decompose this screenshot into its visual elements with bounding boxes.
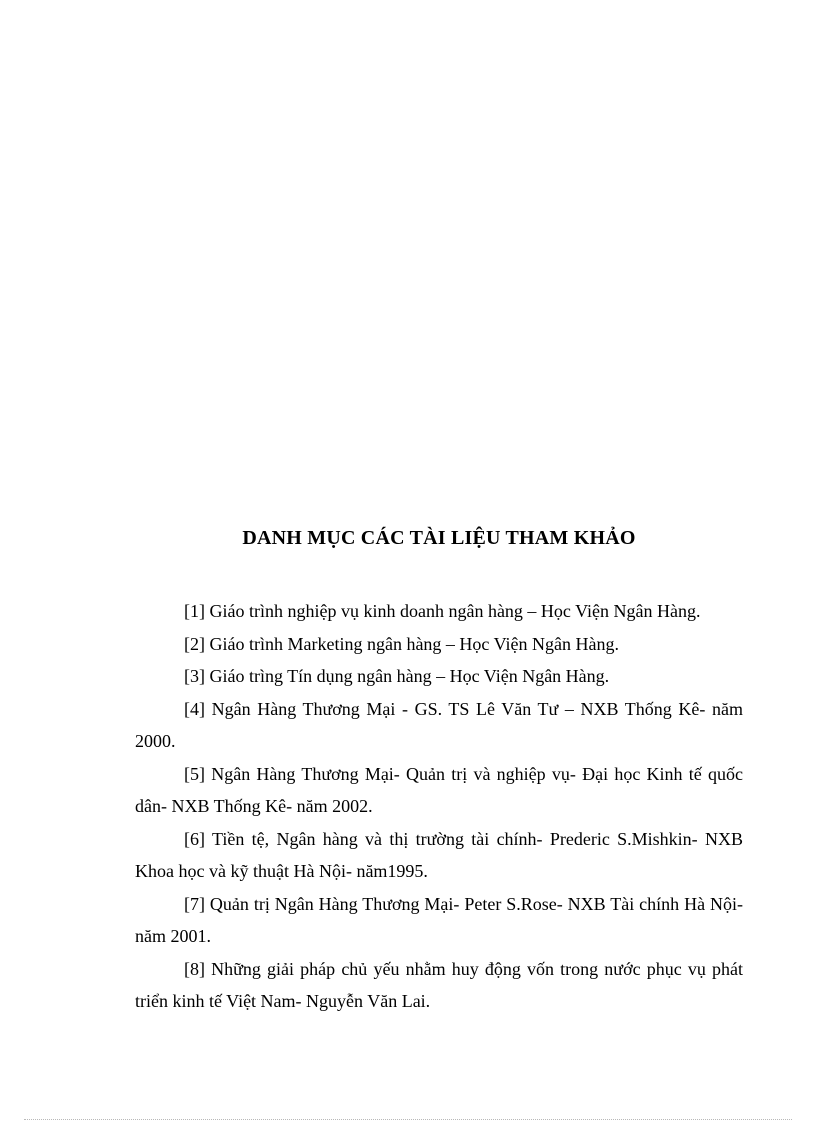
reference-item-1: [1] Giáo trình nghiệp vụ kinh doanh ngân hàng – Học Viện Ngân Hàng. [184,601,701,621]
reference-item-3: [3] Giáo trìng Tín dụng ngân hàng – Học Viện Ngân Hàng. [184,666,610,686]
reference-item-5: [5] Ngân Hàng Thương Mại- Quản trị và nghiệp vụ- Đại học Kinh tế quốc dân- NXB Thống Kê- năm 2002. [135,763,743,816]
reference-item-7: [7] Quản trị Ngân Hàng Thương Mại- Peter S.Rose- NXB Tài chính Hà Nội- năm 2001. [135,893,743,946]
page-title: DANH MỤC CÁC TÀI LIỆU THAM KHẢO [242,527,636,549]
reference-item-4: [4] Ngân Hàng Thương Mại - GS. TS Lê Văn Tư – NXB Thống Kê- năm 2000. [135,698,743,751]
page-footer-divider [24,1119,792,1120]
reference-item-2: [2] Giáo trình Marketing ngân hàng – Học Viện Ngân Hàng. [184,633,619,654]
reference-item-6: [6] Tiền tệ, Ngân hàng và thị trường tài chính- Prederic S.Mishkin- NXB Khoa học và kỹ thuật Hà Nội- năm1995. [135,828,743,881]
reference-item-8: [8] Những giải pháp chủ yếu nhằm huy động vốn trong nước phục vụ phát triển kinh tế Việt Nam- Nguyễn Văn Lai. [135,958,743,1011]
reference-list [135,595,743,1018]
